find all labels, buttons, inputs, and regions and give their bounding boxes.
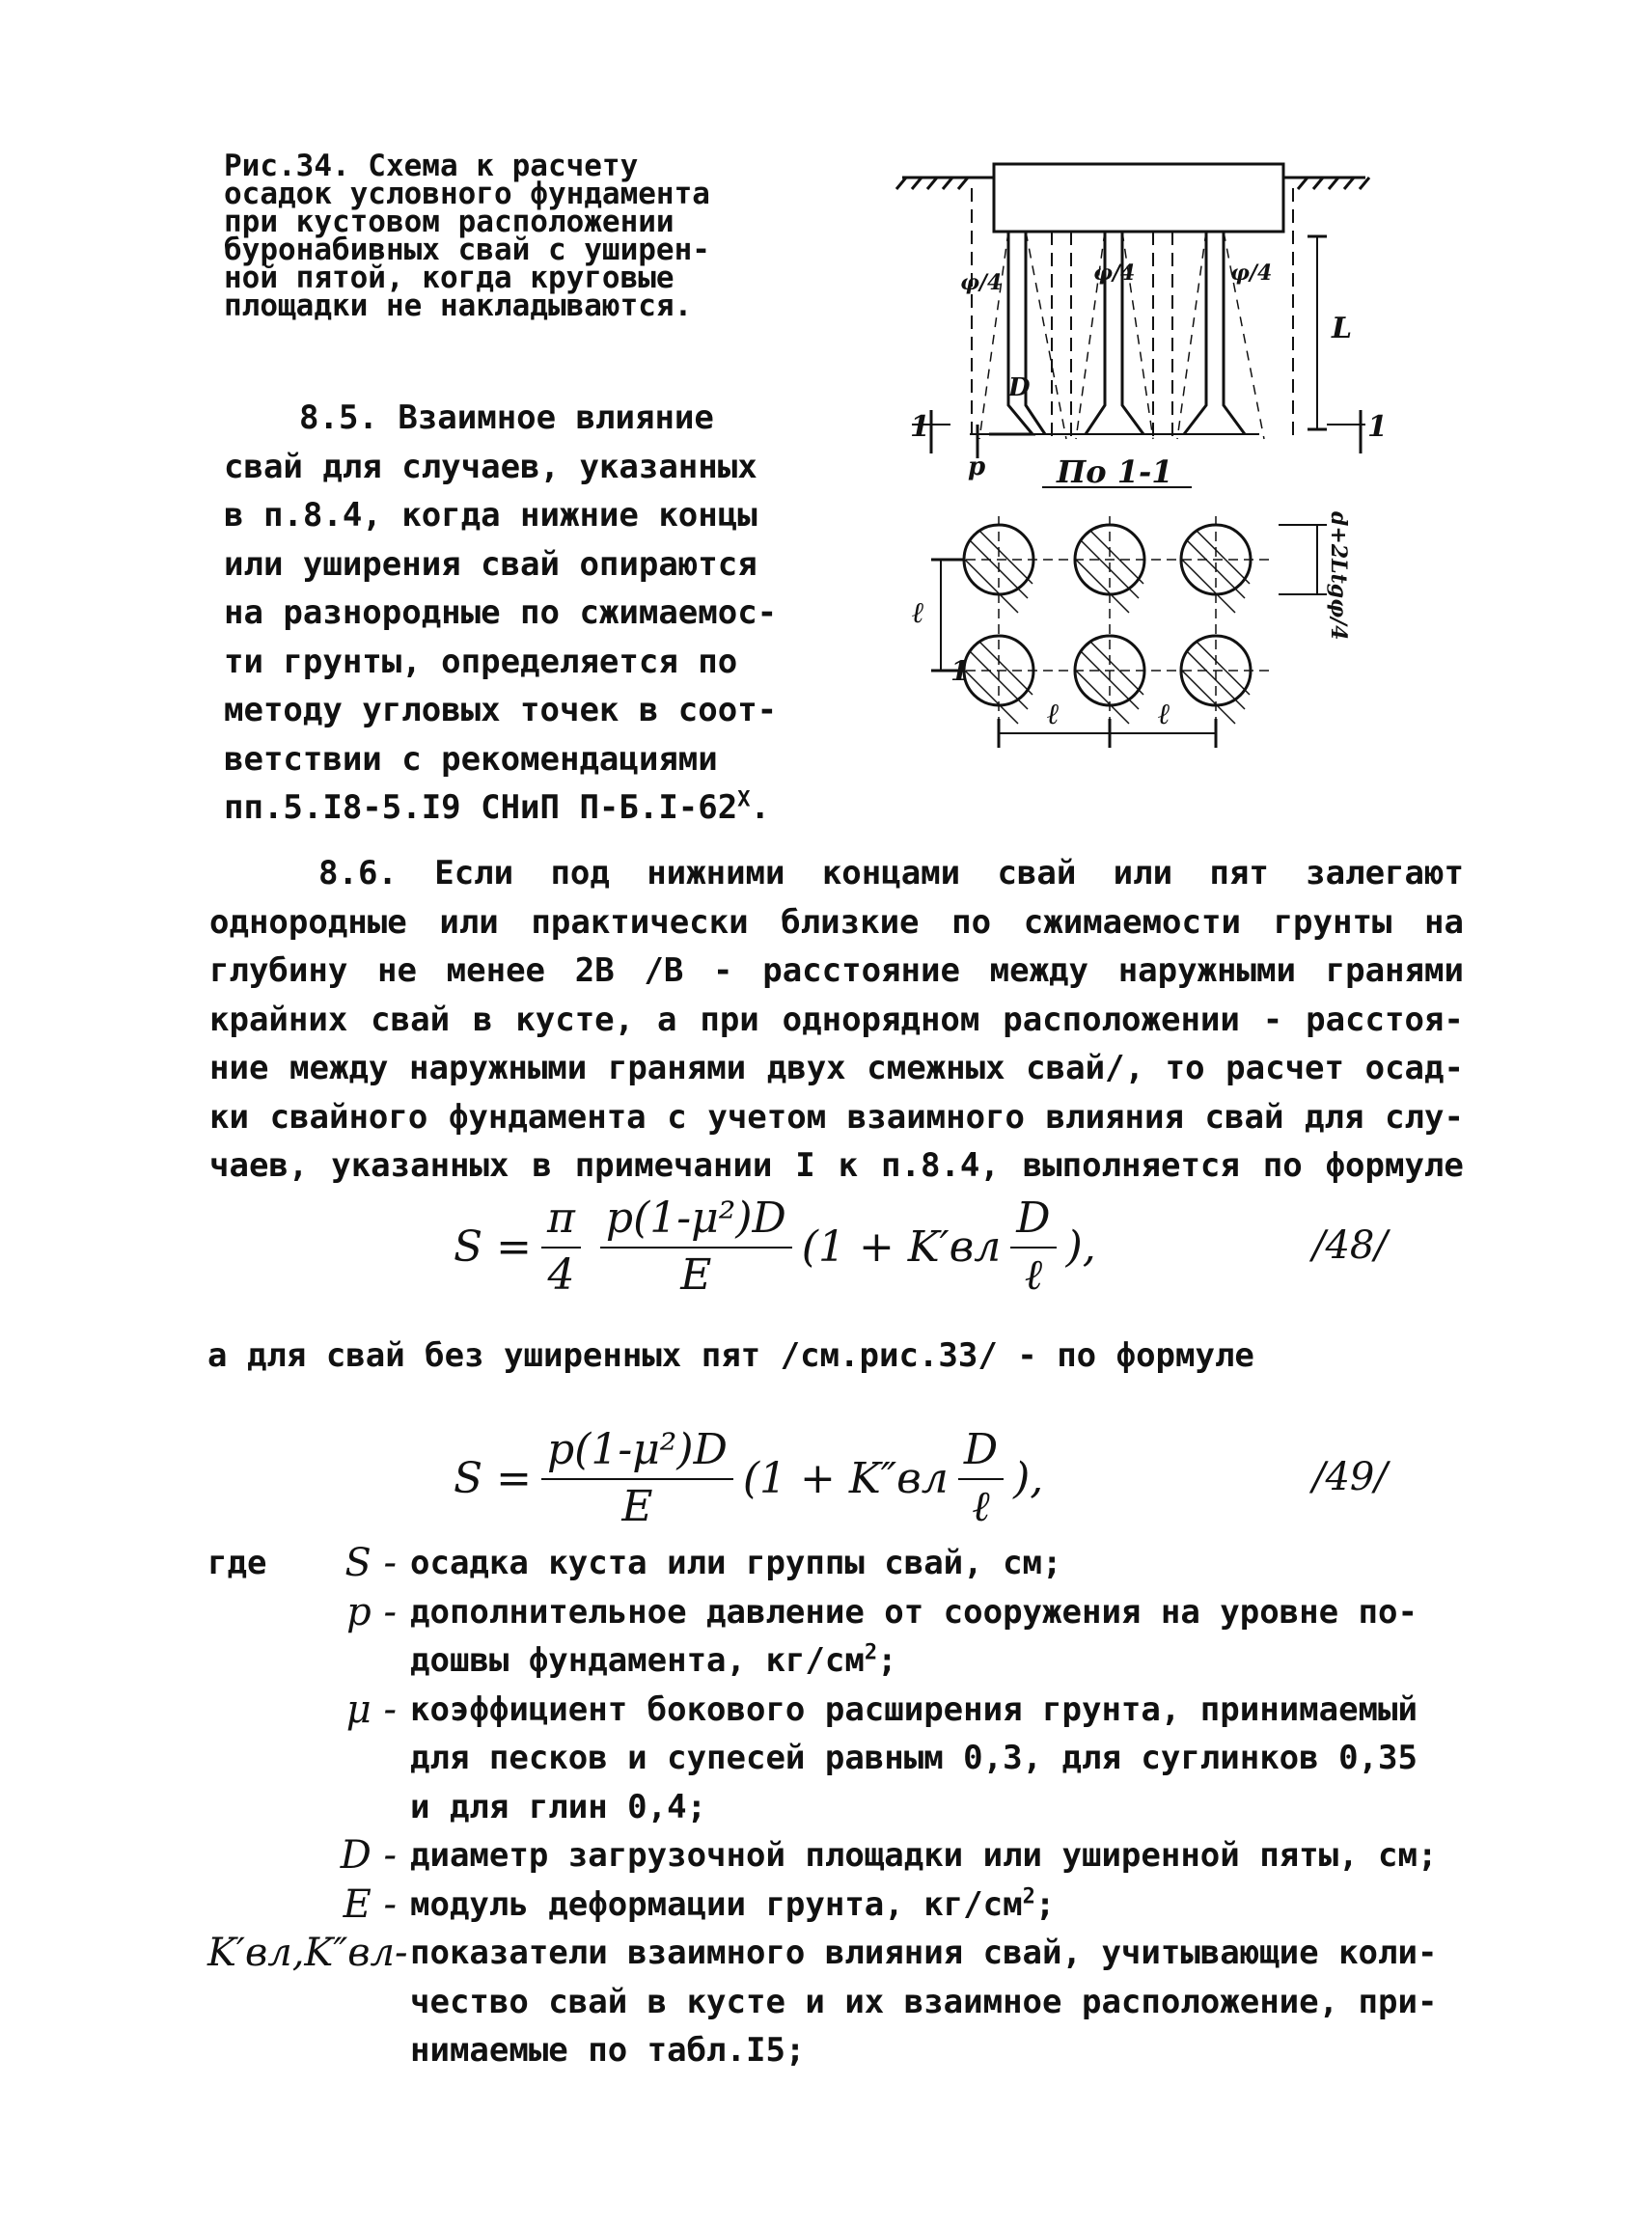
spacing-label: ℓ bbox=[1158, 698, 1170, 731]
definition-text bbox=[410, 1636, 1462, 1686]
paragraph-line: в п.8.4, когда нижние концы bbox=[224, 496, 757, 535]
formula-48 bbox=[454, 1179, 1187, 1314]
paragraph-word: в bbox=[472, 1000, 493, 1039]
angle-label: φ/4 bbox=[960, 270, 1003, 295]
formula-49 bbox=[454, 1411, 1187, 1546]
paragraph-word: концами bbox=[821, 854, 961, 892]
paragraph-word: не bbox=[377, 951, 417, 990]
paragraph-word: указанных bbox=[331, 1146, 509, 1185]
section-mark-lower: 1 bbox=[950, 655, 970, 687]
main-fraction bbox=[600, 1194, 792, 1300]
definition-symbol: E - bbox=[343, 1881, 397, 1927]
paragraph-word: гранями bbox=[1325, 951, 1464, 990]
fraction-numerator: D bbox=[958, 1425, 1004, 1480]
paragraph-line: методу угловых точек в соот- bbox=[224, 691, 778, 729]
diameter-label: d+2Ltgφ/4 bbox=[1326, 511, 1351, 641]
main-fraction bbox=[541, 1425, 733, 1531]
paragraph-word: практически bbox=[531, 902, 749, 942]
paragraph-word: - bbox=[713, 951, 733, 990]
paragraph-word: выполняется bbox=[1022, 1146, 1240, 1185]
paragraph-word: ки bbox=[209, 1097, 249, 1137]
paragraph-word: по bbox=[1262, 1146, 1303, 1185]
definition-text bbox=[410, 1880, 1462, 1930]
definition-symbol: D - bbox=[340, 1833, 397, 1878]
paragraph-word: наружными bbox=[1117, 951, 1296, 990]
superscript: 2 bbox=[864, 1640, 878, 1665]
section-mark-left: 1 bbox=[910, 410, 930, 444]
definition-symbol: S - bbox=[344, 1541, 397, 1585]
paragraph-word: двух bbox=[766, 1049, 846, 1087]
paragraph-word: - bbox=[1262, 1000, 1283, 1039]
paragraph-word: примечании bbox=[574, 1146, 773, 1185]
paragraph-word: или bbox=[1113, 854, 1173, 892]
paragraph-word: 8.6. bbox=[318, 854, 398, 892]
paragraph-word: фундамента bbox=[448, 1097, 647, 1137]
paragraph-word: при bbox=[700, 1000, 759, 1039]
caption-line: буронабивных свай с уширен- bbox=[224, 233, 710, 267]
paragraph-end: . bbox=[750, 788, 770, 827]
paragraph-word: учетом bbox=[707, 1097, 827, 1137]
dim-d-label: D bbox=[1008, 373, 1031, 402]
definition-text: коэффициент бокового расширения грунта, принимаемый bbox=[410, 1689, 1418, 1729]
paragraph-word: расстояние bbox=[762, 951, 960, 990]
paragraph-word: наружными bbox=[409, 1049, 588, 1087]
paragraph-word: расчет bbox=[1225, 1049, 1344, 1087]
definition-symbol: K′вл,K″вл- bbox=[207, 1931, 408, 1975]
section-mark-right: 1 bbox=[1367, 410, 1388, 444]
formula-lhs: S = bbox=[454, 1221, 532, 1272]
formula-bracket-close: ), bbox=[1013, 1453, 1044, 1503]
paragraph-line bbox=[209, 947, 1464, 996]
paragraph-word: однородные bbox=[209, 902, 407, 942]
paragraph-word: ние bbox=[209, 1049, 269, 1087]
paragraph-word: в bbox=[532, 1146, 552, 1185]
paragraph-word: однорядном bbox=[782, 1000, 980, 1039]
fraction-denominator: ℓ bbox=[972, 1482, 990, 1531]
definition-symbol: p - bbox=[346, 1589, 397, 1634]
paragraph-line-last bbox=[224, 783, 793, 833]
paragraph-line: ти грунты, определяется по bbox=[224, 642, 738, 681]
paragraph-word: Если bbox=[434, 854, 514, 892]
fraction-numerator: p(1-μ²)D bbox=[600, 1194, 792, 1249]
fraction-denominator: E bbox=[621, 1482, 653, 1531]
paragraph-word: свай/, bbox=[1026, 1049, 1144, 1087]
paragraph-word: к bbox=[838, 1146, 859, 1185]
definition-tail: ; bbox=[1034, 1884, 1056, 1924]
caption-line: Рис.34. Схема к расчету bbox=[224, 149, 639, 183]
definition-item bbox=[207, 1880, 1462, 1930]
angle-label: φ/4 bbox=[1230, 261, 1273, 286]
paragraph-word: /В bbox=[644, 951, 684, 990]
paragraph-word: свай bbox=[997, 854, 1077, 892]
paragraph-word: глубину bbox=[209, 951, 348, 990]
figure-caption bbox=[224, 149, 774, 323]
section-title: По 1-1 bbox=[1057, 453, 1173, 490]
paragraph-line bbox=[209, 996, 1464, 1045]
d-over-l-fraction bbox=[958, 1425, 1004, 1531]
definition-text: для песков и супесей равным 0,3, для суглинков 0,35 bbox=[410, 1739, 1418, 1777]
fraction-denominator: ℓ bbox=[1024, 1250, 1043, 1300]
paragraph-word: грунты bbox=[1273, 902, 1392, 942]
spacing-label: ℓ bbox=[912, 596, 924, 630]
paragraph-word: формуле bbox=[1325, 1146, 1464, 1185]
caption-line: ной пятой, когда круговые bbox=[224, 261, 675, 295]
paragraph-word: залегают bbox=[1306, 854, 1464, 892]
paragraph-line: на разнородные по сжимаемос- bbox=[224, 593, 778, 632]
fraction-denominator: E bbox=[680, 1250, 712, 1300]
paragraph-word: сжимаемости bbox=[1023, 902, 1241, 942]
paragraph-line: 8.5. Взаимное влияние bbox=[299, 398, 714, 437]
paragraph-word: с bbox=[667, 1097, 687, 1137]
fraction-denominator: 4 bbox=[547, 1250, 575, 1300]
paragraph-line bbox=[209, 849, 1464, 898]
paragraph-word: для bbox=[1305, 1097, 1364, 1137]
pi-fraction bbox=[541, 1194, 581, 1300]
paragraph-word: близкие bbox=[781, 902, 920, 942]
paragraph-word: гранями bbox=[607, 1049, 747, 1087]
paragraph-8-5 bbox=[224, 394, 793, 833]
paragraph-word: расстоя- bbox=[1306, 1000, 1464, 1039]
paragraph-word: свайного bbox=[269, 1097, 428, 1137]
paragraph-8-6 bbox=[209, 849, 1464, 1191]
definition-text: дополнительное давление от сооружения на уровне по- bbox=[410, 1592, 1418, 1632]
pressure-label: p bbox=[968, 453, 986, 481]
paragraph-word: под bbox=[550, 854, 610, 892]
paragraph-word: кусте, bbox=[515, 1000, 635, 1039]
angle-label: φ/4 bbox=[1093, 261, 1136, 286]
equation-number-49: /49/ bbox=[1312, 1455, 1388, 1499]
paragraph-word: менее bbox=[446, 951, 546, 990]
paragraph-line bbox=[209, 898, 1464, 947]
where-word: где bbox=[207, 1544, 267, 1582]
paragraph-word: на bbox=[1424, 902, 1464, 942]
paragraph-word: а bbox=[657, 1000, 677, 1039]
paragraph-word: осад- bbox=[1364, 1049, 1464, 1087]
definitions-list bbox=[207, 1539, 1462, 2075]
definition-tail: ; bbox=[877, 1641, 897, 1680]
paragraph-word: чаев, bbox=[209, 1146, 309, 1185]
caption-line: при кустовом расположении bbox=[224, 205, 675, 239]
formula-bracket-open: (1 + K″вл bbox=[742, 1453, 949, 1503]
formula-lhs: S = bbox=[454, 1453, 532, 1503]
spacing-label: ℓ bbox=[1047, 698, 1060, 731]
paragraph-word: 2В bbox=[574, 951, 615, 990]
definition-text: и для глин 0,4; bbox=[410, 1787, 707, 1826]
equation-number-48: /48/ bbox=[1312, 1223, 1388, 1268]
definition-text: диаметр загрузочной площадки или уширенной пяты, см; bbox=[410, 1836, 1438, 1875]
paragraph-line bbox=[209, 1093, 1464, 1142]
definition-text-part: модуль деформации грунта, кг/см bbox=[410, 1884, 1023, 1924]
d-over-l-fraction bbox=[1010, 1194, 1056, 1300]
definition-item bbox=[207, 1831, 1462, 1880]
paragraph-word: свай bbox=[371, 1000, 451, 1039]
paragraph-word: крайних bbox=[209, 1000, 348, 1039]
definition-item bbox=[207, 1588, 1462, 1686]
paragraph-word: слу- bbox=[1385, 1097, 1464, 1137]
pile-cluster-figure bbox=[873, 145, 1414, 782]
caption-line: осадок условного фундамента bbox=[224, 177, 710, 211]
paragraph-word: п.8.4, bbox=[881, 1146, 1000, 1185]
definition-item bbox=[207, 1686, 1462, 1832]
paragraph-word: то bbox=[1165, 1049, 1205, 1087]
paragraph-word: нижними bbox=[647, 854, 785, 892]
definition-text: чество свай в кусте и их взаимное расположение, при- bbox=[410, 1982, 1438, 2021]
paragraph-line: или уширения свай опираются bbox=[224, 544, 757, 584]
paragraph-word: взаимного bbox=[846, 1097, 1026, 1137]
definition-text: осадка куста или группы свай, см; bbox=[410, 1544, 1062, 1582]
superscript: Х bbox=[737, 787, 751, 812]
definition-item bbox=[207, 1539, 1462, 1588]
definition-text-part: дошвы фундамента, кг/см bbox=[410, 1641, 865, 1680]
paragraph-word: по bbox=[951, 902, 992, 942]
paragraph-line: свай для случаев, указанных bbox=[224, 447, 757, 486]
definition-item bbox=[207, 1929, 1462, 2075]
paragraph-line bbox=[209, 1044, 1464, 1093]
paragraph-word: свай bbox=[1204, 1097, 1284, 1137]
paragraph-word: влияния bbox=[1045, 1097, 1184, 1137]
paragraph-word: I bbox=[795, 1146, 815, 1185]
formula-bracket-open: (1 + K′вл bbox=[801, 1221, 1002, 1272]
paragraph-word: расположении bbox=[1003, 1000, 1240, 1039]
paragraph-word: пят bbox=[1209, 854, 1269, 892]
superscript: 2 bbox=[1022, 1884, 1035, 1909]
fraction-numerator: D bbox=[1010, 1194, 1056, 1249]
dim-l-label: L bbox=[1332, 312, 1353, 345]
paragraph-word: или bbox=[439, 902, 499, 942]
definition-text: нимаемые по табл.I5; bbox=[410, 2031, 806, 2070]
caption-line: площадки не накладываются. bbox=[224, 288, 693, 323]
paragraph-word: между bbox=[989, 951, 1088, 990]
fraction-numerator: p(1-μ²)D bbox=[541, 1425, 733, 1480]
fraction-numerator: π bbox=[541, 1194, 581, 1249]
definition-text: показатели взаимного влияния свай, учитывающие коли- bbox=[410, 1934, 1438, 1972]
paragraph-word: смежных bbox=[867, 1049, 1005, 1087]
paragraph-word: между bbox=[289, 1049, 389, 1087]
paragraph-line: ветствии с рекомендациями bbox=[224, 739, 718, 779]
definition-symbol: μ - bbox=[345, 1687, 397, 1732]
paragraph-text: пп.5.I8-5.I9 СНиП П-Б.I-62 bbox=[224, 788, 738, 827]
between-formulas-text: а для свай без уширенных пят /см.рис.33/ - по формуле bbox=[207, 1336, 1254, 1375]
formula-bracket-close: ), bbox=[1065, 1221, 1096, 1272]
